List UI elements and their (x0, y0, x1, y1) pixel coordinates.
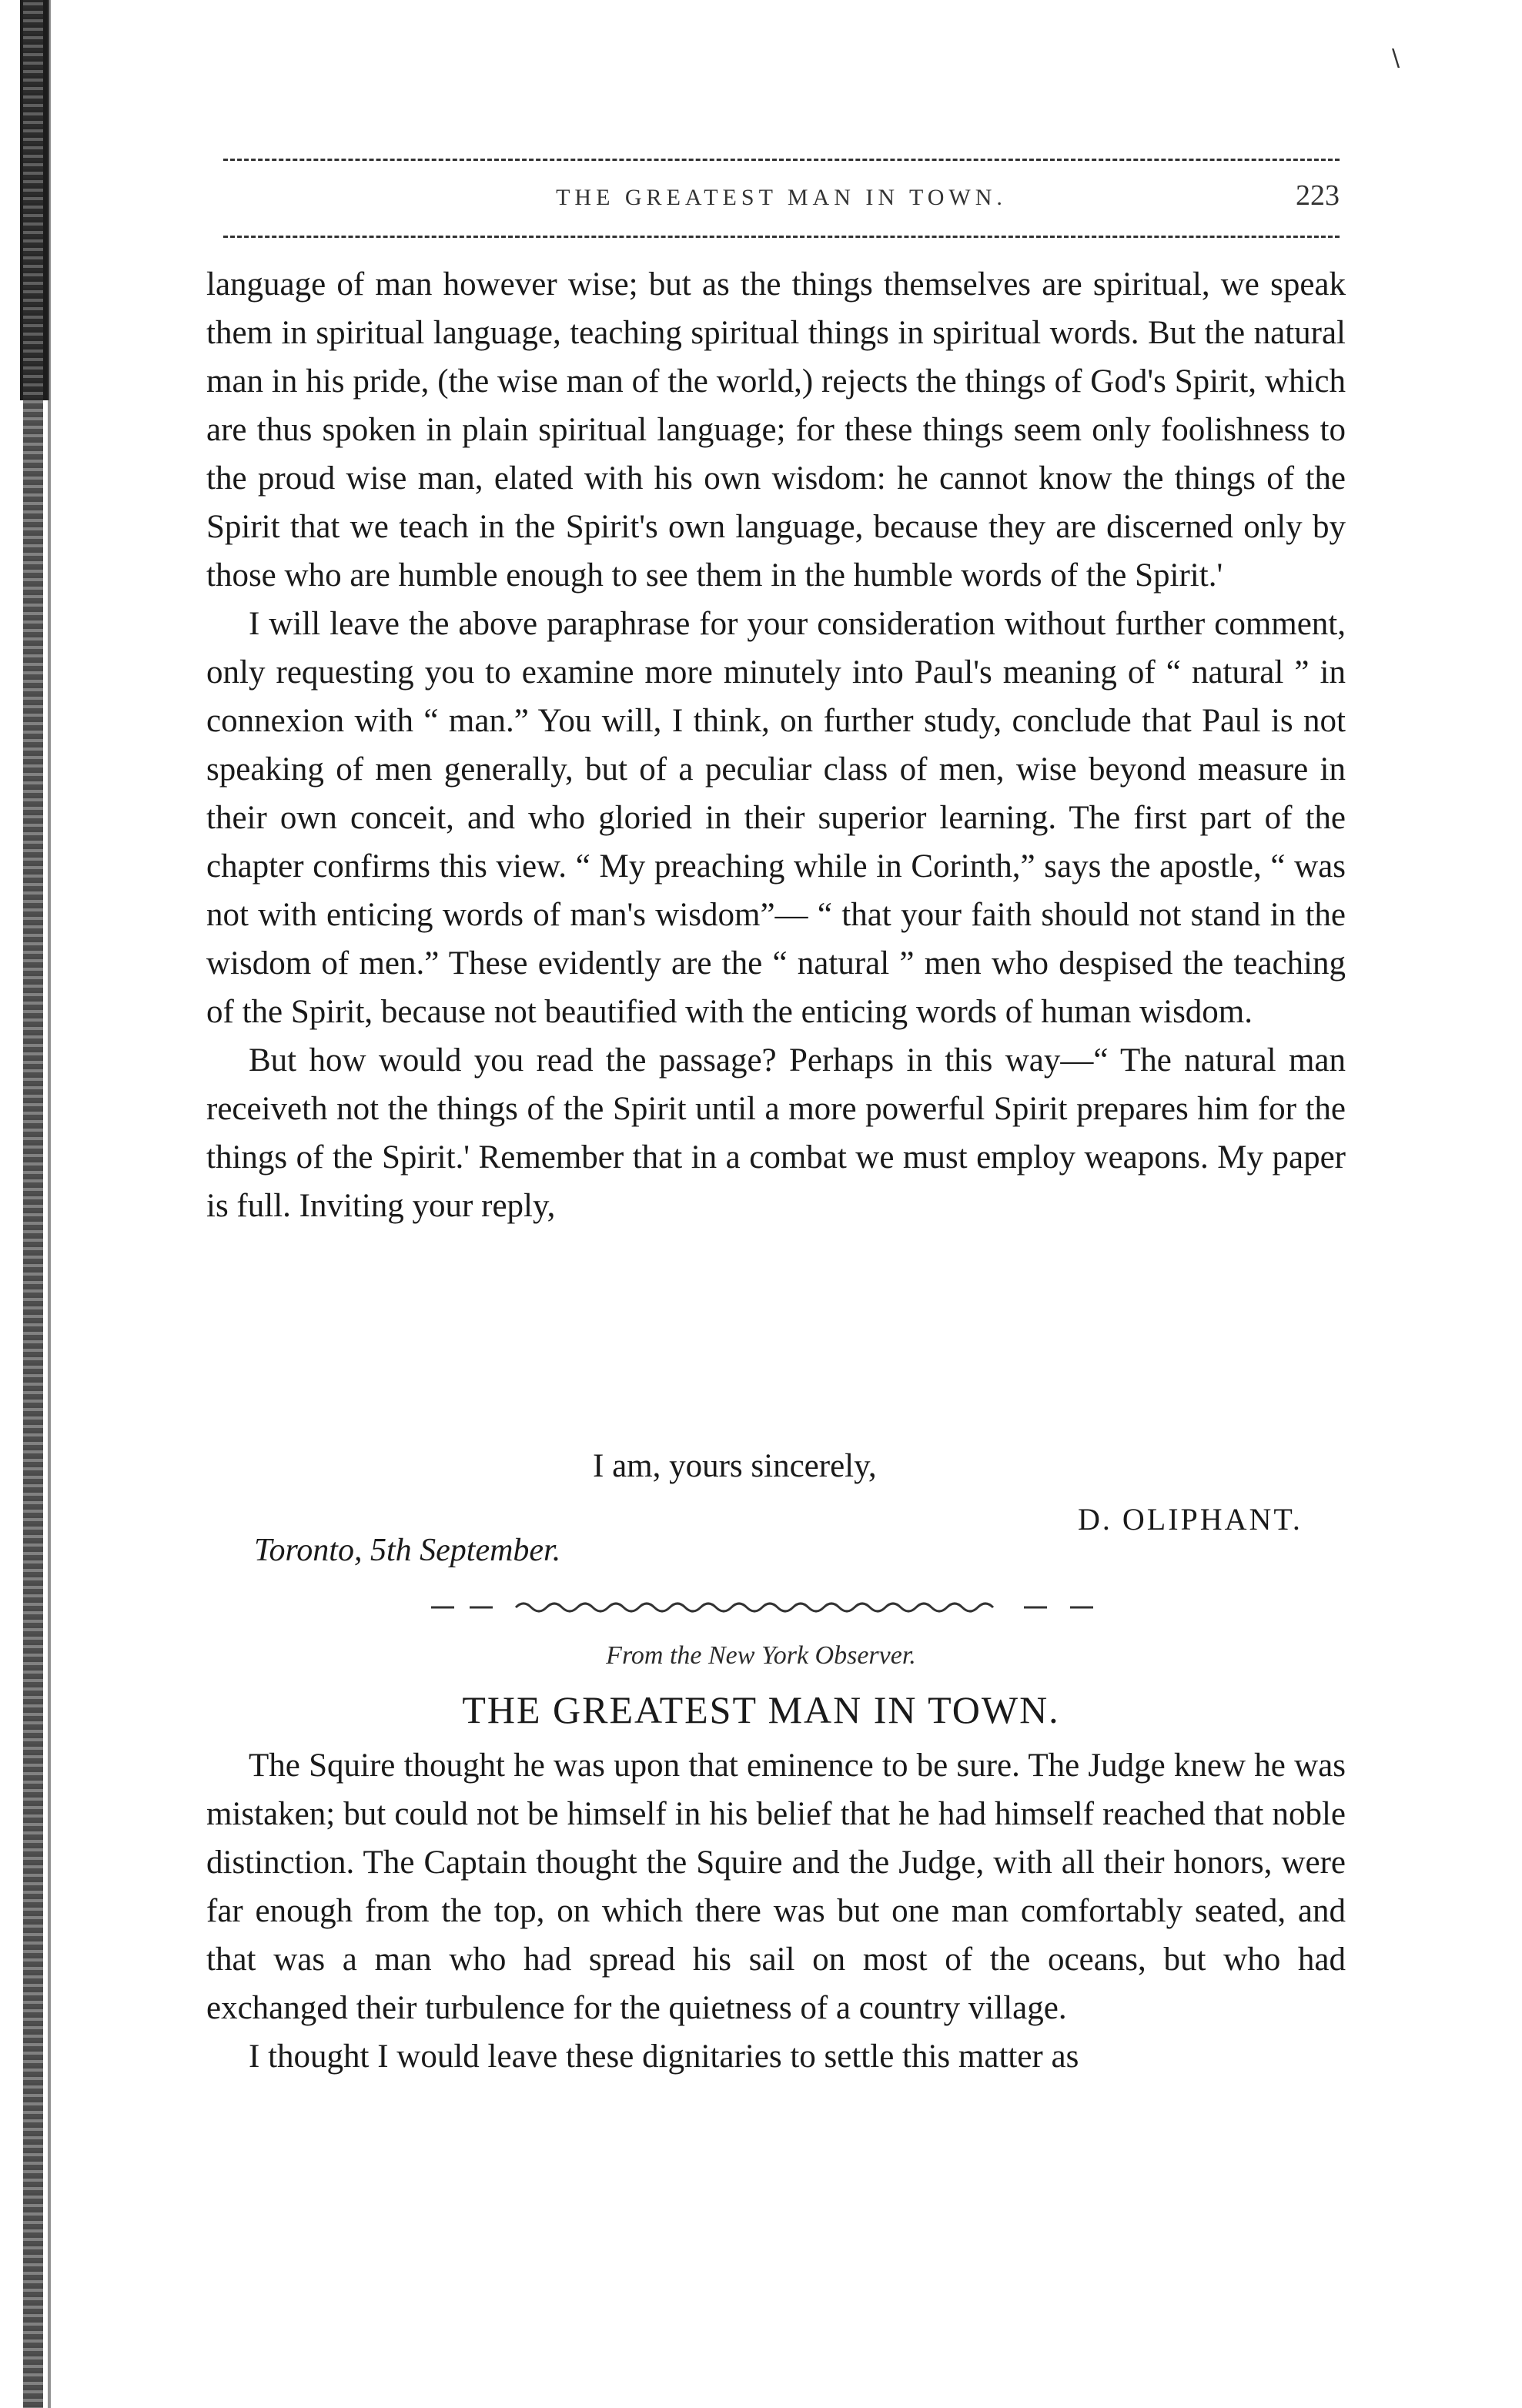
page-binding-edge (23, 0, 43, 2408)
letter-paragraph-3: But how would you read the passage? Perhaps in this way—“ The natural man receiveth not the things of the Spirit until a more powerful Spirit prepares him for the things of the Spirit.' Remember that in a combat we must employ weapons. My paper is full. Inviting your reply, (206, 1042, 1346, 1224)
article-body (206, 1741, 1346, 2081)
article-source: From the New York Observer. (606, 1641, 916, 1670)
page-number: 223 (1296, 179, 1340, 212)
corner-mark: \ (1392, 45, 1400, 72)
letter-signature: D. OLIPHANT. (1078, 1502, 1303, 1537)
page-binding-line (48, 0, 51, 2408)
letter-paragraph-2: I will leave the above paraphrase for your consideration without further comment, only requesting you to examine more minutely into Paul's meaning of “ natural ” in connexion with “ man.” You will, I think, on further study, conclude that Paul is not speaking of men generally, but of a peculiar class of men, wise beyond measure in their own conceit, and who gloried in their superior learning. The first part of the chapter confirms this view. “ My preaching while in Corinth,” says the apostle, “ was not with enticing words of man's wisdom”— “ that your faith should not stand in the wisdom of men.” These evidently are the “ natural ” men who despised the teaching of the Spirit, because not beautified with the enticing words of human wisdom. (206, 606, 1346, 1030)
letter-paragraph-1: language of man however wise; but as the things themselves are spiritual, we speak them in spiritual language, teaching spiritual things in spiritual words. But the natural man in his pride, (the wise man of the world,) rejects the things of God's Spirit, which are thus spoken in plain spiritual language; for these things seem only foolishness to the proud wise man, elated with his own wisdom: he cannot know the things of the Spirit that we teach in the Spirit's own language, because they are discerned only by those who are humble enough to see them in the humble words of the Spirit.' (206, 266, 1346, 594)
article-title: THE GREATEST MAN IN TOWN. (462, 1688, 1060, 1731)
header-top-rule (223, 159, 1340, 161)
header-bottom-rule (223, 236, 1340, 238)
article-paragraph-1: The Squire thought he was upon that eminence to be sure. The Judge knew he was mistaken; but could not be himself in his belief that he had himself reached that noble distinction. The Captain thought the Squire and the Judge, with all their honors, were far enough from the top, on which there was but one man comfortably seated, and that was a man who had spread his sail on most of the oceans, but who had exchanged their turbulence for the quietness of a country village. (206, 1747, 1346, 2026)
letter-closing: I am, yours sincerely, (593, 1448, 877, 1484)
letter-body (206, 260, 1346, 1230)
letter-place-date: Toronto, 5th September. (254, 1533, 561, 1568)
running-title: THE GREATEST MAN IN TOWN. (556, 185, 1007, 210)
article-paragraph-2: I thought I would leave these dignitaries to settle this matter as (249, 2038, 1079, 2075)
running-head (223, 179, 1340, 225)
section-ornament (431, 1596, 1101, 1619)
